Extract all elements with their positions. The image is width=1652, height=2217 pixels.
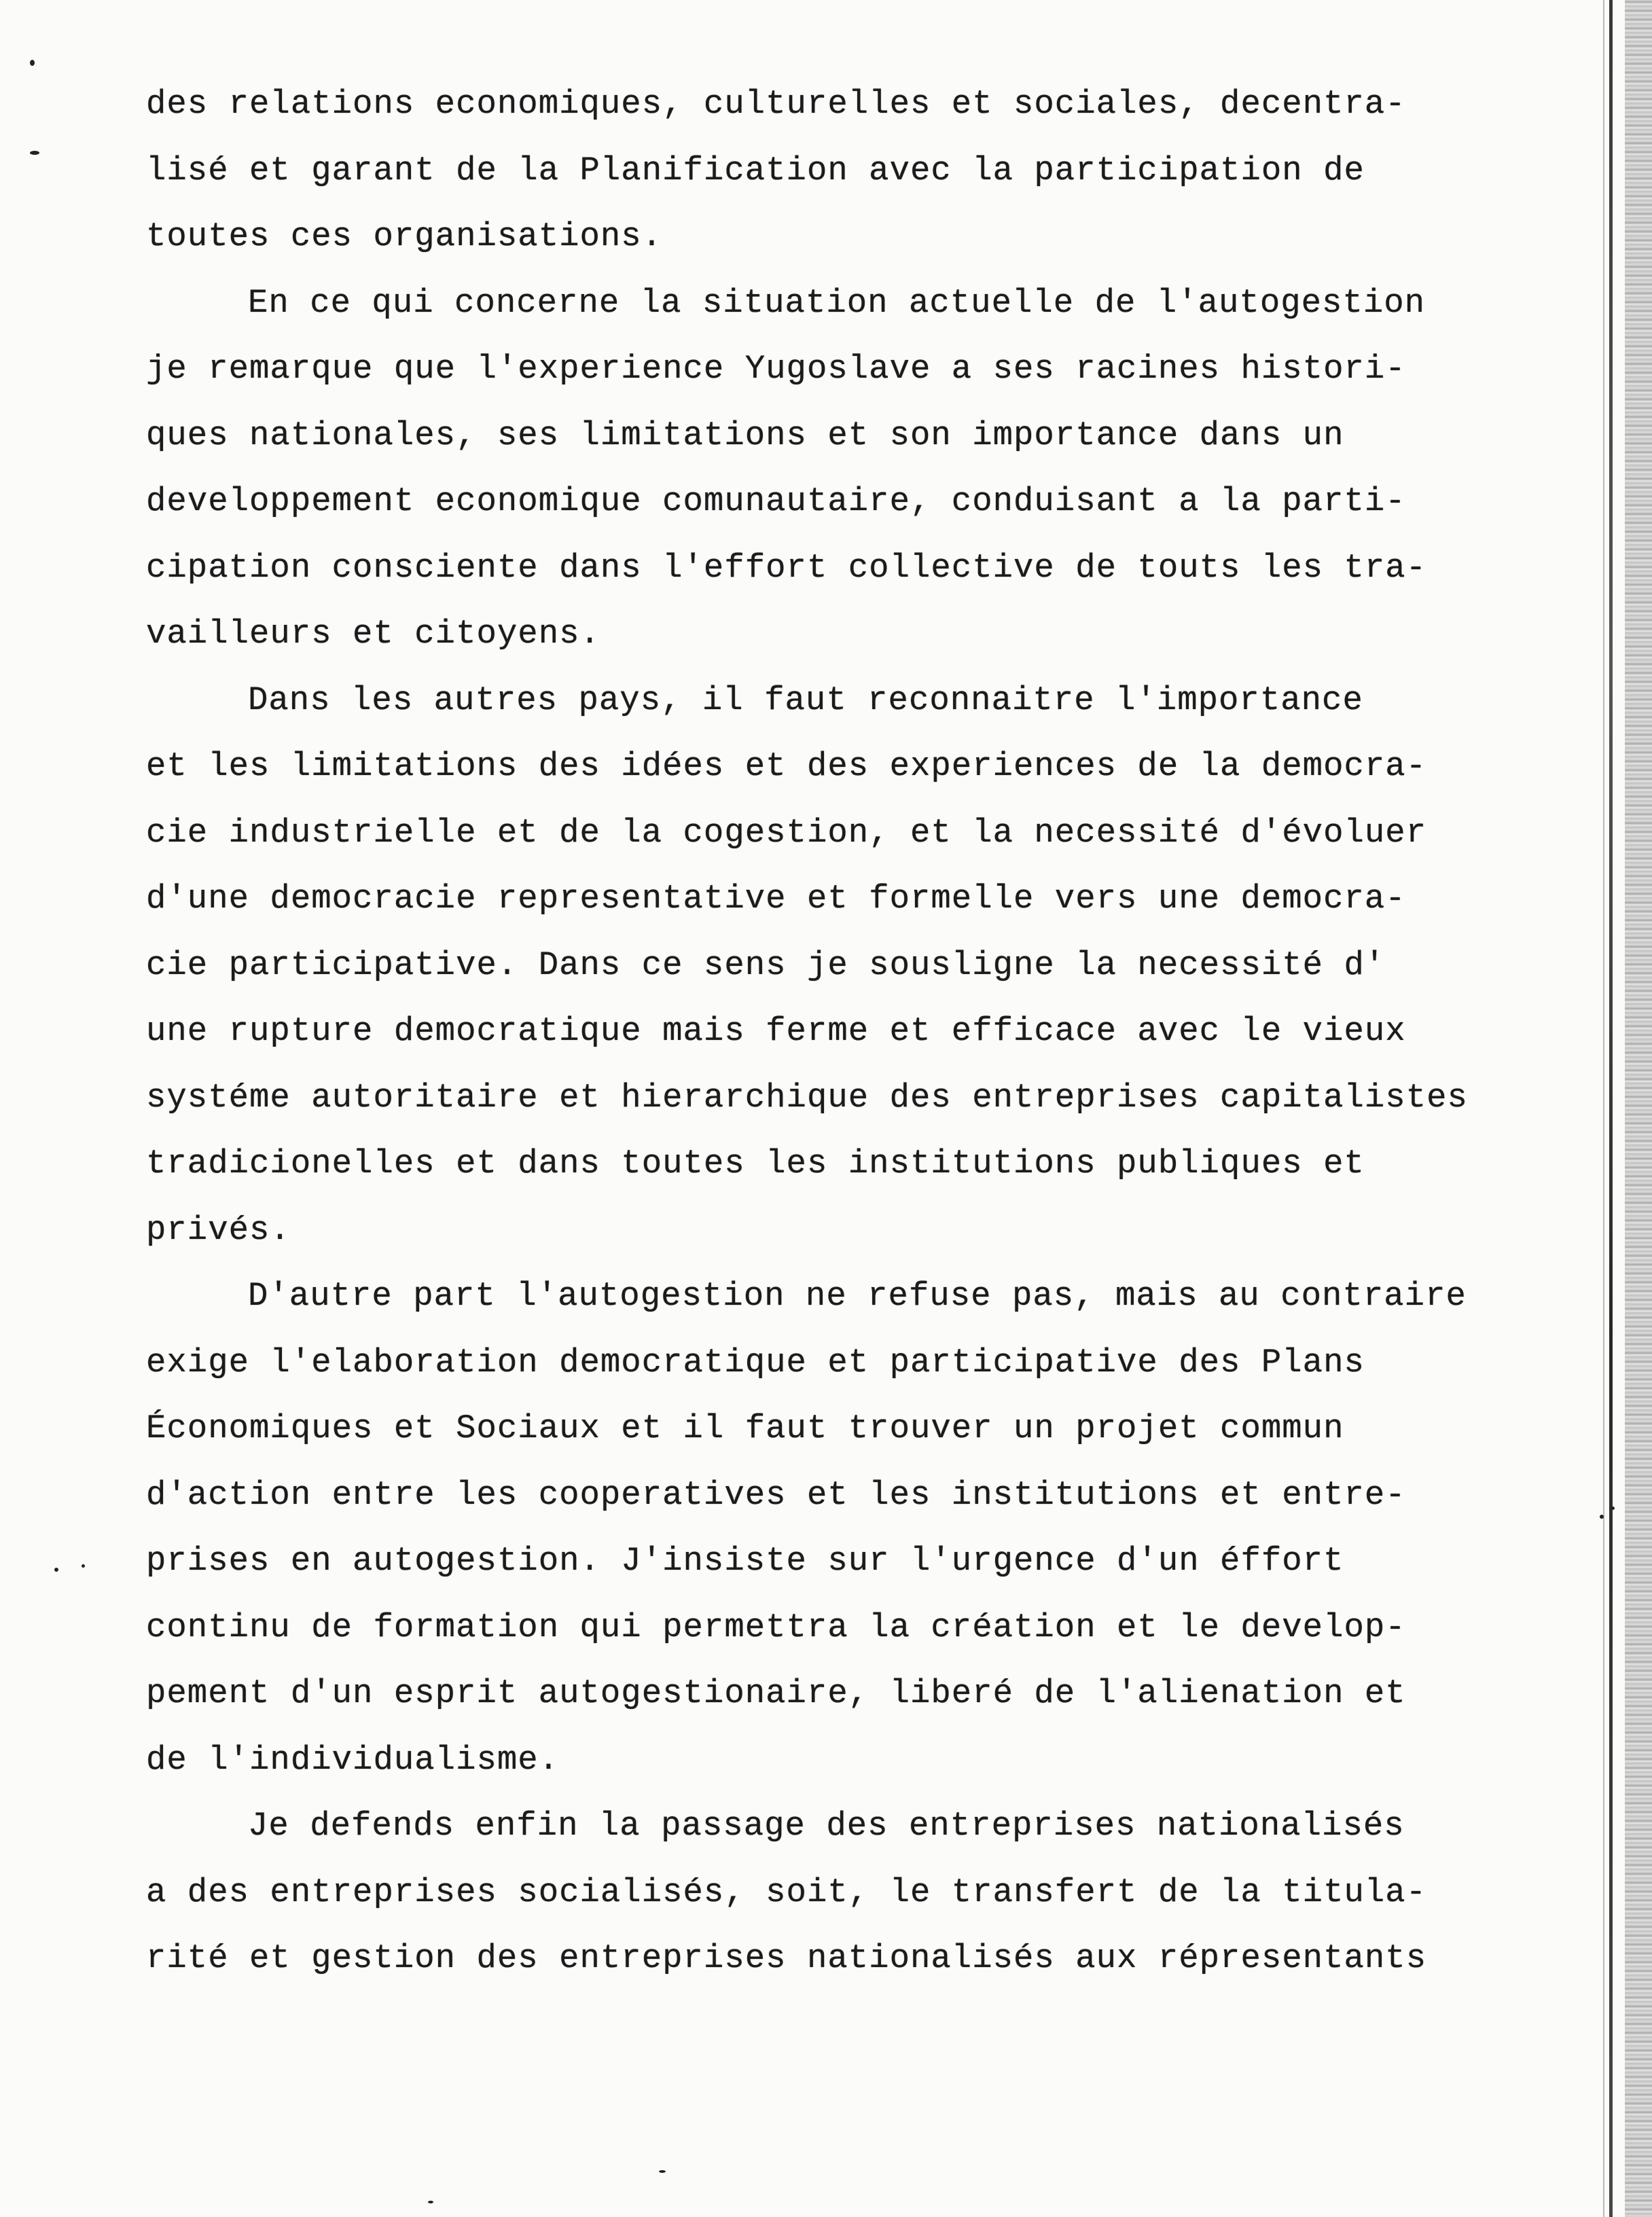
text-line: ques nationales, ses limitations et son importance dans un xyxy=(146,416,1344,454)
scan-speck xyxy=(30,151,39,155)
binding-line xyxy=(1609,0,1613,2217)
scan-speck xyxy=(1611,1507,1615,1510)
paragraph-1 xyxy=(146,71,1477,270)
text-line: D'autre part l'autogestion ne refuse pas, mais au contraire xyxy=(248,1277,1467,1315)
text-line: a des entreprises socialisés, soit, le transfert de la titula- xyxy=(146,1873,1427,1911)
paragraph-2 xyxy=(146,270,1477,668)
text-line: Économiques et Sociaux et il faut trouver un projet commun xyxy=(146,1409,1344,1447)
text-line: lisé et garant de la Planification avec la participation de xyxy=(146,151,1365,190)
page-edge-shadow xyxy=(1625,0,1652,2217)
scan-speck xyxy=(82,1564,85,1568)
text-line: Je defends enfin la passage des entreprises nationalisés xyxy=(248,1807,1405,1845)
text-line: une rupture democratique mais ferme et efficace avec le vieux xyxy=(146,1012,1406,1050)
text-line: toutes ces organisations. xyxy=(146,217,663,255)
paragraph-3 xyxy=(146,668,1477,1264)
text-line: rité et gestion des entreprises nationalisés aux répresentants xyxy=(146,1939,1427,1977)
text-line: cie industrielle et de la cogestion, et la necessité d'évoluer xyxy=(146,813,1427,852)
text-line: d'une democracie representative et formelle vers une democra- xyxy=(146,880,1406,918)
text-line: continu de formation qui permettra la création et le develop- xyxy=(146,1608,1406,1646)
paragraph-4 xyxy=(146,1263,1477,1793)
text-line: prises en autogestion. J'insiste sur l'urgence d'un éffort xyxy=(146,1542,1344,1580)
text-line: systéme autoritaire et hierarchique des entreprises capitalistes xyxy=(146,1078,1468,1117)
paragraph-5 xyxy=(146,1793,1477,1992)
text-line: et les limitations des idées et des experiences de la democra- xyxy=(146,747,1427,785)
text-line: des relations economiques, culturelles et sociales, decentra- xyxy=(146,85,1406,123)
binding-line-faint xyxy=(1603,0,1604,2217)
scan-speck xyxy=(428,2201,433,2203)
text-line: d'action entre les cooperatives et les institutions et entre- xyxy=(146,1475,1406,1514)
text-line: exige l'elaboration democratique et participative des Plans xyxy=(146,1343,1365,1382)
scan-speck xyxy=(659,2170,666,2173)
text-line: vailleurs et citoyens. xyxy=(146,615,600,653)
document-body xyxy=(146,71,1477,1992)
text-line: Dans les autres pays, il faut reconnaitre l'importance xyxy=(248,681,1363,719)
text-line: developpement economique comunautaire, conduisant a la parti- xyxy=(146,482,1406,520)
scan-speck xyxy=(1600,1515,1604,1519)
text-line: tradicionelles et dans toutes les institutions publiques et xyxy=(146,1144,1365,1183)
scan-speck xyxy=(30,60,35,66)
text-line: pement d'un esprit autogestionaire, liberé de l'alienation et xyxy=(146,1674,1406,1712)
text-line: privés. xyxy=(146,1210,291,1249)
text-line: je remarque que l'experience Yugoslave a ses racines histori- xyxy=(146,350,1406,388)
scan-speck xyxy=(54,1568,58,1572)
text-line: En ce qui concerne la situation actuelle de l'autogestion xyxy=(248,283,1426,322)
text-line: cie participative. Dans ce sens je sousligne la necessité d' xyxy=(146,945,1386,984)
text-line: de l'individualisme. xyxy=(146,1740,560,1779)
text-line: cipation consciente dans l'effort collective de touts les tra- xyxy=(146,548,1427,587)
